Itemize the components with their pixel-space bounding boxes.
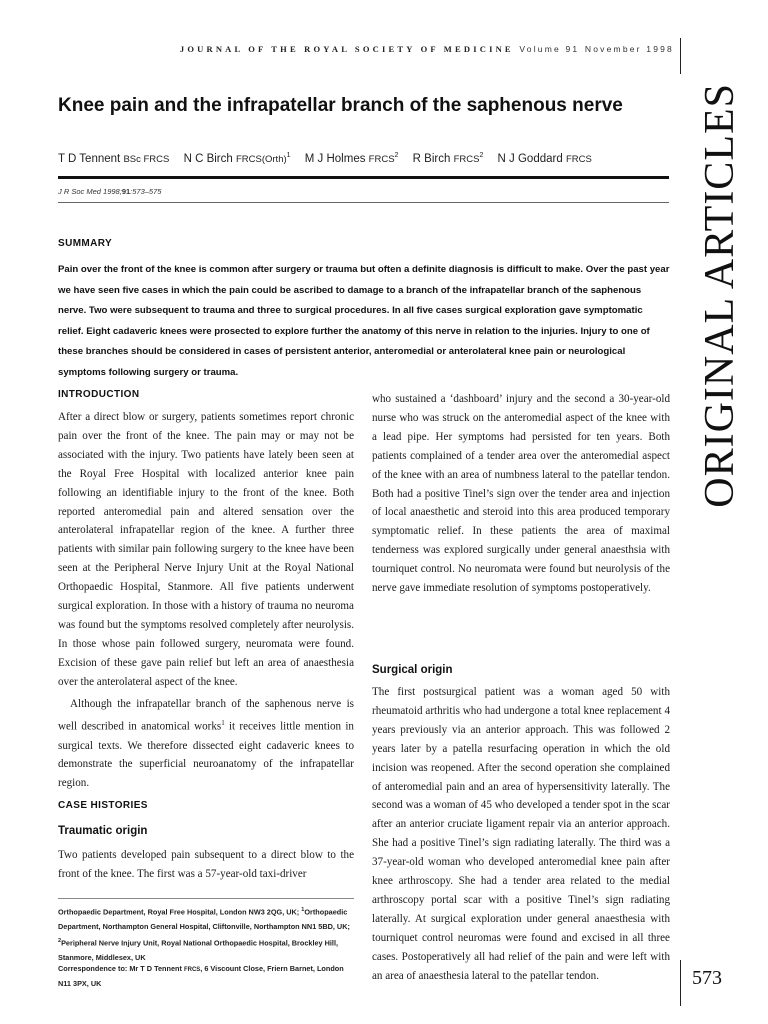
section-side-label [690,82,750,508]
traumatic-origin-text-left: Two patients developed pain subsequent to a direct blow to the front of the knee. The first was a 57-year-old taxi-driver [58,849,354,880]
author-2: N C Birch FRCS(Orth)$^1$ [183,152,291,165]
citation-rule [58,202,669,203]
summary-text: Pain over the front of the knee is common after surgery or trauma but often a definite diagnosis is difficult to make. Over the past year we have seen five cases in which the pain could be ascribed to damage to a branch of the infrapatellar branch of the saphenous nerve. Two were subsequent to trauma and three to surgical procedures. In all five cases surgical exploration gave symptomatic relief. Eight cadaveric knees were prosected to explore further the anatomy of this nerve in relation to the injuries. Injury to one of these branches should be considered in cases of persistent anterior, anteromedial or anterolateral knee pain or neurological symptoms following surgery or trauma. [58,264,670,378]
affiliations-footnote: Orthopaedic Department, Royal Free Hospital, London NW3 2QG, UK; $^1$Orthopaedic Department, Northampton General Hospital, Cliftonville, Northampton NN1 5BD, UK; $^2$Peripheral Nerve Injury Unit, Royal National Orthopaedic Hospital, Brockley Hill, Stanmore, Middlesex, UK [58,907,350,962]
citation: J R Soc Med 1998;91:573–575 [58,187,162,196]
summary-heading: SUMMARY [58,238,113,249]
case-histories-heading: CASE HISTORIES [58,800,148,811]
surgical-origin-text: The first postsurgical patient was a woman aged 50 with rheumatoid arthritis who had undergone a total knee replacement 4 years previously via an anterior approach. This was followed 2 years later by a patella resurfacing operation in which the old incision was reopened. After the second operation she complained of anteromedial pain and an area of hypersensitivity laterally. The second was a woman of 45 who developed a tender spot in the scar after an anterior cruciate ligament repair via an anterior approach. She had a positive Tinel’s sign radiating laterally. The third was a 37-year-old woman who developed anteromedial knee pain after knee arthroscopy. She had a tender area related to the medial arthroscopy portal scar with a positive Tinel’s sign radiating laterally. At surgical exploration under general anaesthesia with tourniquet control neuromas were found and excised in all three cases. Postoperatively all had relief of the pain and were left with an area of anaesthesia lateral to the patellar tendon. [372,686,670,982]
surgical-origin-heading: Surgical origin [372,664,453,676]
author-list [58,152,678,165]
author-4: R Birch FRCS$^2$ [412,152,484,165]
running-header [150,44,674,54]
introduction-heading: INTRODUCTION [58,389,140,400]
footnote-rule [58,898,354,899]
side-rule-top [680,38,681,74]
section-side-label-text: ORIGINAL ARTICLES [697,82,743,508]
volume-label: Volume 91 [519,44,580,54]
article-title: Knee pain and the infrapatellar branch of the saphenous nerve [58,95,623,116]
title-rule [58,176,669,179]
traumatic-origin-text-right: who sustained a ‘dashboard’ injury and the second a 30-year-old nurse who was struck on the anteromedial aspect of the knee with a lead pipe. Her symptoms had persisted for ten years. Both patients complained of a tender area over the anteromedial aspect of the knee with an area of numbness lateral to the patellar tendon. Both had a positive Tinel’s sign over the tender area and injection of local anaesthetic and steroid into this area produced temporary symptomatic relief. In these patients the area of maximal tenderness was explored surgically under general anaesthsia with tourniquet control. No neuromata were found but neurolysis of the nerve gave immediate resolution of symptoms postoperatively. [372,393,670,595]
side-rule-bottom [680,960,681,1006]
issue-date: November 1998 [584,44,674,54]
introduction-paragraph-2: Although the infrapatellar branch of the saphenous nerve is well described in anatomical works$^1$ it receives little mention in surgical texts. We therefore dissected eight cadaveric knees to demonstrate the superficial neuroanatomy of the infrapatellar region. [58,698,354,790]
author-3: M J Holmes FRCS$^2$ [304,152,399,165]
traumatic-origin-heading: Traumatic origin [58,825,148,837]
author-1: T D Tennent BSc FRCS [58,152,170,165]
page-number: 573 [692,967,722,989]
journal-name: JOURNAL OF THE ROYAL SOCIETY OF MEDICINE [179,44,514,54]
author-5: N J Goddard FRCS [497,152,592,165]
introduction-paragraph-1: After a direct blow or surgery, patients sometimes report chronic pain over the front of the knee. The pain may or may not be associated with the injury. Two patients have lately been seen at the Royal Free Hospital with localized anterior knee pain following an identifiable injury to the front of the knee. Both reported anteromedial pain and altered sensation over the anterolateral infrapatellar region of the knee. A further three patients with similar pain following surgery to the knee have been seen at the Peripheral Nerve Injury Unit at the Royal National Orthopaedic Hospital, Stanmore. All five patients underwent surgical exploration. In those with a history of trauma no neuroma was found but the symptoms resolved completely after neurolysis. In those whose pain followed surgery, neuromata were found. Excision of these gave pain relief but left an area of anaesthesia over the anterolateral aspect of the knee. [58,411,354,688]
correspondence-footnote: Correspondence to: Mr T D Tennent FRCS, 6 Viscount Close, Friern Barnet, London N11 3PX, UK [58,964,344,989]
